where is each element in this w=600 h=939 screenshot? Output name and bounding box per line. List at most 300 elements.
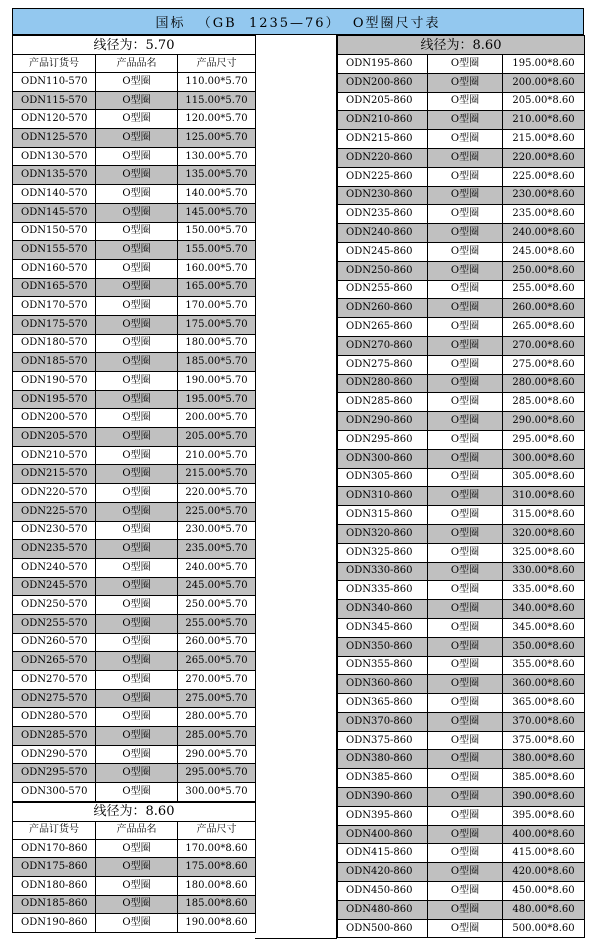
- cell-code: ODN235-570: [13, 540, 96, 559]
- table-row: [338, 618, 585, 637]
- cell-size: 240.00*8.60: [503, 224, 585, 243]
- cell-code: ODN115-570: [13, 91, 96, 110]
- table-row: [13, 390, 256, 409]
- cell-code: ODN290-860: [338, 412, 428, 431]
- cell-code: ODN230-860: [338, 186, 428, 205]
- cell-name: O型圈: [428, 750, 503, 769]
- cell-code: ODN285-860: [338, 393, 428, 412]
- cell-code: ODN245-860: [338, 242, 428, 261]
- cell-code: ODN280-860: [338, 374, 428, 393]
- cell-name: O型圈: [428, 806, 503, 825]
- cell-size: 190.00*5.70: [178, 372, 256, 391]
- cell-name: O型圈: [96, 222, 178, 241]
- cell-size: 195.00*5.70: [178, 390, 256, 409]
- cell-name: O型圈: [428, 73, 503, 92]
- blank-gap-column: [255, 35, 337, 939]
- table-row: [338, 186, 585, 205]
- cell-code: ODN450-860: [338, 882, 428, 901]
- cell-name: O型圈: [96, 278, 178, 297]
- cell-size: 220.00*8.60: [503, 148, 585, 167]
- header-name: 产品品名: [96, 55, 178, 73]
- table-row: [338, 562, 585, 581]
- table-row: [338, 543, 585, 562]
- cell-code: ODN355-860: [338, 656, 428, 675]
- cell-code: ODN480-860: [338, 900, 428, 919]
- o-ring-size-sheet: [12, 8, 584, 939]
- cell-name: O型圈: [96, 745, 178, 764]
- cell-size: 285.00*8.60: [503, 393, 585, 412]
- table-row: [13, 73, 256, 92]
- table-row: [338, 656, 585, 675]
- cell-name: O型圈: [96, 521, 178, 540]
- table-row: [13, 633, 256, 652]
- table-row: [338, 355, 585, 374]
- cell-name: O型圈: [428, 618, 503, 637]
- cell-name: O型圈: [96, 315, 178, 334]
- table-row: [338, 900, 585, 919]
- table-row: [338, 581, 585, 600]
- cell-code: ODN210-570: [13, 446, 96, 465]
- table-row: [13, 671, 256, 690]
- cell-code: ODN195-570: [13, 390, 96, 409]
- cell-code: ODN205-860: [338, 92, 428, 111]
- cell-size: 175.00*8.60: [178, 858, 256, 877]
- cell-name: O型圈: [428, 318, 503, 337]
- cell-code: ODN240-570: [13, 558, 96, 577]
- cell-name: O型圈: [428, 769, 503, 788]
- cell-code: ODN295-570: [13, 764, 96, 783]
- table-row: [338, 468, 585, 487]
- table-row: [13, 540, 256, 559]
- table-row: [338, 393, 585, 412]
- cell-name: O型圈: [428, 336, 503, 355]
- cell-code: ODN275-860: [338, 355, 428, 374]
- table-row: [338, 506, 585, 525]
- cell-size: 120.00*5.70: [178, 110, 256, 129]
- cell-code: ODN150-570: [13, 222, 96, 241]
- table-row: [338, 111, 585, 130]
- cell-name: O型圈: [428, 148, 503, 167]
- table-row: [338, 882, 585, 901]
- table-row: [13, 877, 256, 896]
- cell-code: ODN310-860: [338, 487, 428, 506]
- header-name: 产品品名: [96, 821, 178, 839]
- cell-name: O型圈: [96, 446, 178, 465]
- table-row: [13, 558, 256, 577]
- section-label: 线径为：8.60: [338, 36, 585, 55]
- cell-size: 110.00*5.70: [178, 73, 256, 92]
- cell-name: O型圈: [428, 600, 503, 619]
- table-row: [13, 315, 256, 334]
- table-header-row: [13, 55, 256, 73]
- table-row: [338, 675, 585, 694]
- cell-name: O型圈: [96, 502, 178, 521]
- cell-name: O型圈: [96, 147, 178, 166]
- cell-code: ODN335-860: [338, 581, 428, 600]
- cell-size: 225.00*5.70: [178, 502, 256, 521]
- cell-name: O型圈: [428, 487, 503, 506]
- cell-size: 190.00*8.60: [178, 914, 256, 933]
- cell-code: ODN265-570: [13, 652, 96, 671]
- cell-name: O型圈: [96, 877, 178, 896]
- cell-name: O型圈: [96, 689, 178, 708]
- cell-code: ODN350-860: [338, 637, 428, 656]
- cell-code: ODN365-860: [338, 694, 428, 713]
- cell-size: 175.00*5.70: [178, 315, 256, 334]
- table-row: [338, 92, 585, 111]
- cell-name: O型圈: [96, 241, 178, 260]
- cell-name: O型圈: [96, 166, 178, 185]
- table-row: [338, 374, 585, 393]
- header-code: 产品订货号: [13, 55, 96, 73]
- cell-name: O型圈: [96, 540, 178, 559]
- left-table-5-70: [12, 35, 256, 802]
- cell-size: 275.00*5.70: [178, 689, 256, 708]
- cell-size: 280.00*8.60: [503, 374, 585, 393]
- table-row: [338, 712, 585, 731]
- cell-size: 315.00*8.60: [503, 506, 585, 525]
- cell-size: 280.00*5.70: [178, 708, 256, 727]
- table-row: [13, 839, 256, 858]
- cell-code: ODN330-860: [338, 562, 428, 581]
- cell-name: O型圈: [96, 614, 178, 633]
- cell-code: ODN185-860: [13, 895, 96, 914]
- cell-code: ODN275-570: [13, 689, 96, 708]
- cell-name: O型圈: [428, 111, 503, 130]
- table-row: [338, 600, 585, 619]
- table-row: [338, 130, 585, 149]
- cell-size: 360.00*8.60: [503, 675, 585, 694]
- cell-size: 185.00*5.70: [178, 353, 256, 372]
- cell-code: ODN400-860: [338, 825, 428, 844]
- cell-name: O型圈: [96, 73, 178, 92]
- table-row: [338, 863, 585, 882]
- cell-size: 350.00*8.60: [503, 637, 585, 656]
- cell-name: O型圈: [428, 55, 503, 74]
- cell-size: 245.00*8.60: [503, 242, 585, 261]
- cell-size: 125.00*5.70: [178, 129, 256, 148]
- table-row: [338, 261, 585, 280]
- cell-name: O型圈: [428, 712, 503, 731]
- cell-code: ODN260-860: [338, 299, 428, 318]
- cell-size: 230.00*5.70: [178, 521, 256, 540]
- cell-code: ODN225-570: [13, 502, 96, 521]
- cell-name: O型圈: [428, 882, 503, 901]
- cell-code: ODN200-570: [13, 409, 96, 428]
- cell-name: O型圈: [428, 468, 503, 487]
- cell-code: ODN210-860: [338, 111, 428, 130]
- table-row: [338, 637, 585, 656]
- table-row: [338, 806, 585, 825]
- cell-size: 380.00*8.60: [503, 750, 585, 769]
- cell-size: 255.00*8.60: [503, 280, 585, 299]
- left-column: [12, 35, 255, 933]
- cell-size: 330.00*8.60: [503, 562, 585, 581]
- cell-name: O型圈: [96, 558, 178, 577]
- cell-size: 140.00*5.70: [178, 185, 256, 204]
- cell-name: O型圈: [428, 355, 503, 374]
- cell-code: ODN265-860: [338, 318, 428, 337]
- cell-size: 320.00*8.60: [503, 524, 585, 543]
- cell-size: 290.00*5.70: [178, 745, 256, 764]
- cell-name: O型圈: [428, 167, 503, 186]
- cell-code: ODN340-860: [338, 600, 428, 619]
- cell-name: O型圈: [96, 110, 178, 129]
- cell-name: O型圈: [96, 895, 178, 914]
- cell-code: ODN145-570: [13, 203, 96, 222]
- cell-name: O型圈: [428, 299, 503, 318]
- cell-name: O型圈: [428, 543, 503, 562]
- cell-size: 260.00*8.60: [503, 299, 585, 318]
- cell-code: ODN220-570: [13, 484, 96, 503]
- cell-name: O型圈: [428, 412, 503, 431]
- cell-size: 185.00*8.60: [178, 895, 256, 914]
- cell-code: ODN300-570: [13, 783, 96, 802]
- cell-name: O型圈: [428, 844, 503, 863]
- cell-name: O型圈: [428, 449, 503, 468]
- cell-size: 165.00*5.70: [178, 278, 256, 297]
- cell-code: ODN320-860: [338, 524, 428, 543]
- table-row: [13, 783, 256, 802]
- cell-name: O型圈: [428, 562, 503, 581]
- cell-size: 160.00*5.70: [178, 259, 256, 278]
- cell-name: O型圈: [428, 92, 503, 111]
- table-row: [13, 652, 256, 671]
- cell-name: O型圈: [428, 731, 503, 750]
- cell-code: ODN200-860: [338, 73, 428, 92]
- table-row: [13, 147, 256, 166]
- cell-name: O型圈: [96, 764, 178, 783]
- cell-code: ODN345-860: [338, 618, 428, 637]
- cell-code: ODN305-860: [338, 468, 428, 487]
- table-row: [13, 502, 256, 521]
- cell-name: O型圈: [428, 919, 503, 938]
- cell-code: ODN195-860: [338, 55, 428, 74]
- cell-size: 340.00*8.60: [503, 600, 585, 619]
- cell-code: ODN120-570: [13, 110, 96, 129]
- cell-code: ODN170-570: [13, 297, 96, 316]
- table-row: [13, 129, 256, 148]
- cell-name: O型圈: [96, 596, 178, 615]
- table-row: [338, 336, 585, 355]
- cell-code: ODN125-570: [13, 129, 96, 148]
- table-row: [338, 524, 585, 543]
- cell-code: ODN170-860: [13, 839, 96, 858]
- table-row: [13, 577, 256, 596]
- cell-size: 270.00*5.70: [178, 671, 256, 690]
- cell-code: ODN285-570: [13, 727, 96, 746]
- cell-code: ODN185-570: [13, 353, 96, 372]
- cell-size: 180.00*5.70: [178, 334, 256, 353]
- cell-code: ODN255-860: [338, 280, 428, 299]
- cell-name: O型圈: [96, 185, 178, 204]
- cell-code: ODN190-860: [13, 914, 96, 933]
- section-label: 线径为：8.60: [13, 802, 256, 821]
- cell-name: O型圈: [428, 205, 503, 224]
- cell-code: ODN315-860: [338, 506, 428, 525]
- cell-code: ODN230-570: [13, 521, 96, 540]
- cell-size: 275.00*8.60: [503, 355, 585, 374]
- cell-name: O型圈: [428, 524, 503, 543]
- cell-size: 215.00*8.60: [503, 130, 585, 149]
- cell-size: 260.00*5.70: [178, 633, 256, 652]
- cell-name: O型圈: [96, 671, 178, 690]
- cell-code: ODN225-860: [338, 167, 428, 186]
- cell-size: 230.00*8.60: [503, 186, 585, 205]
- cell-size: 500.00*8.60: [503, 919, 585, 938]
- cell-code: ODN295-860: [338, 430, 428, 449]
- cell-code: ODN370-860: [338, 712, 428, 731]
- cell-size: 250.00*8.60: [503, 261, 585, 280]
- cell-code: ODN135-570: [13, 166, 96, 185]
- cell-size: 390.00*8.60: [503, 788, 585, 807]
- cell-size: 415.00*8.60: [503, 844, 585, 863]
- cell-code: ODN215-570: [13, 465, 96, 484]
- cell-code: ODN300-860: [338, 449, 428, 468]
- cell-name: O型圈: [96, 839, 178, 858]
- cell-size: 205.00*5.70: [178, 428, 256, 447]
- cell-size: 450.00*8.60: [503, 882, 585, 901]
- cell-name: O型圈: [96, 390, 178, 409]
- cell-code: ODN325-860: [338, 543, 428, 562]
- cell-name: O型圈: [428, 900, 503, 919]
- cell-name: O型圈: [96, 129, 178, 148]
- cell-code: ODN360-860: [338, 675, 428, 694]
- table-row: [338, 694, 585, 713]
- cell-code: ODN140-570: [13, 185, 96, 204]
- cell-size: 245.00*5.70: [178, 577, 256, 596]
- table-row: [13, 222, 256, 241]
- cell-size: 310.00*8.60: [503, 487, 585, 506]
- cell-name: O型圈: [428, 863, 503, 882]
- table-row: [13, 708, 256, 727]
- cell-size: 290.00*8.60: [503, 412, 585, 431]
- cell-size: 240.00*5.70: [178, 558, 256, 577]
- cell-size: 400.00*8.60: [503, 825, 585, 844]
- cell-size: 235.00*8.60: [503, 205, 585, 224]
- cell-size: 255.00*5.70: [178, 614, 256, 633]
- cell-code: ODN110-570: [13, 73, 96, 92]
- cell-name: O型圈: [96, 708, 178, 727]
- cell-size: 180.00*8.60: [178, 877, 256, 896]
- table-row: [13, 914, 256, 933]
- cell-size: 265.00*8.60: [503, 318, 585, 337]
- table-row: [13, 446, 256, 465]
- table-row: [13, 614, 256, 633]
- table-row: [338, 750, 585, 769]
- cell-size: 235.00*5.70: [178, 540, 256, 559]
- cell-size: 145.00*5.70: [178, 203, 256, 222]
- table-row: [13, 745, 256, 764]
- cell-size: 265.00*5.70: [178, 652, 256, 671]
- cell-code: ODN375-860: [338, 731, 428, 750]
- cell-name: O型圈: [96, 353, 178, 372]
- table-row: [338, 55, 585, 74]
- cell-code: ODN395-860: [338, 806, 428, 825]
- page-title: 国标 （GB 1235—76） O型圈尺寸表: [12, 8, 584, 35]
- cell-code: ODN220-860: [338, 148, 428, 167]
- table-row: [13, 428, 256, 447]
- table-row: [13, 91, 256, 110]
- cell-name: O型圈: [96, 334, 178, 353]
- cell-name: O型圈: [428, 506, 503, 525]
- right-table-8-60: [337, 35, 585, 938]
- cell-size: 295.00*5.70: [178, 764, 256, 783]
- table-row: [13, 166, 256, 185]
- section-label: 线径为：5.70: [13, 36, 256, 55]
- cell-name: O型圈: [428, 242, 503, 261]
- cell-code: ODN205-570: [13, 428, 96, 447]
- cell-name: O型圈: [428, 280, 503, 299]
- cell-name: O型圈: [428, 224, 503, 243]
- left-table-8-60: [12, 802, 256, 933]
- table-row: [13, 727, 256, 746]
- cell-name: O型圈: [428, 374, 503, 393]
- table-row: [13, 334, 256, 353]
- cell-name: O型圈: [428, 637, 503, 656]
- cell-size: 210.00*5.70: [178, 446, 256, 465]
- table-row: [13, 203, 256, 222]
- cell-name: O型圈: [96, 91, 178, 110]
- cell-size: 205.00*8.60: [503, 92, 585, 111]
- cell-code: ODN130-570: [13, 147, 96, 166]
- cell-name: O型圈: [96, 203, 178, 222]
- cell-name: O型圈: [96, 783, 178, 802]
- table-row: [338, 299, 585, 318]
- table-row: [13, 858, 256, 877]
- cell-size: 210.00*8.60: [503, 111, 585, 130]
- table-row: [13, 241, 256, 260]
- cell-code: ODN165-570: [13, 278, 96, 297]
- header-size: 产品尺寸: [178, 821, 256, 839]
- table-row: [338, 148, 585, 167]
- table-row: [338, 205, 585, 224]
- cell-name: O型圈: [428, 694, 503, 713]
- header-size: 产品尺寸: [178, 55, 256, 73]
- cell-code: ODN270-860: [338, 336, 428, 355]
- cell-code: ODN175-570: [13, 315, 96, 334]
- cell-code: ODN155-570: [13, 241, 96, 260]
- cell-code: ODN390-860: [338, 788, 428, 807]
- table-row: [338, 769, 585, 788]
- table-row: [13, 409, 256, 428]
- cell-size: 215.00*5.70: [178, 465, 256, 484]
- table-row: [13, 353, 256, 372]
- cell-size: 355.00*8.60: [503, 656, 585, 675]
- cell-code: ODN290-570: [13, 745, 96, 764]
- cell-size: 345.00*8.60: [503, 618, 585, 637]
- cell-name: O型圈: [96, 652, 178, 671]
- table-row: [338, 242, 585, 261]
- cell-code: ODN240-860: [338, 224, 428, 243]
- table-row: [338, 731, 585, 750]
- cell-code: ODN250-860: [338, 261, 428, 280]
- cell-code: ODN260-570: [13, 633, 96, 652]
- table-row: [13, 185, 256, 204]
- cell-name: O型圈: [428, 186, 503, 205]
- cell-code: ODN175-860: [13, 858, 96, 877]
- cell-size: 170.00*5.70: [178, 297, 256, 316]
- cell-name: O型圈: [96, 428, 178, 447]
- table-row: [13, 596, 256, 615]
- cell-size: 220.00*5.70: [178, 484, 256, 503]
- cell-code: ODN235-860: [338, 205, 428, 224]
- cell-size: 250.00*5.70: [178, 596, 256, 615]
- table-row: [13, 895, 256, 914]
- cell-size: 195.00*8.60: [503, 55, 585, 74]
- cell-name: O型圈: [96, 633, 178, 652]
- cell-code: ODN215-860: [338, 130, 428, 149]
